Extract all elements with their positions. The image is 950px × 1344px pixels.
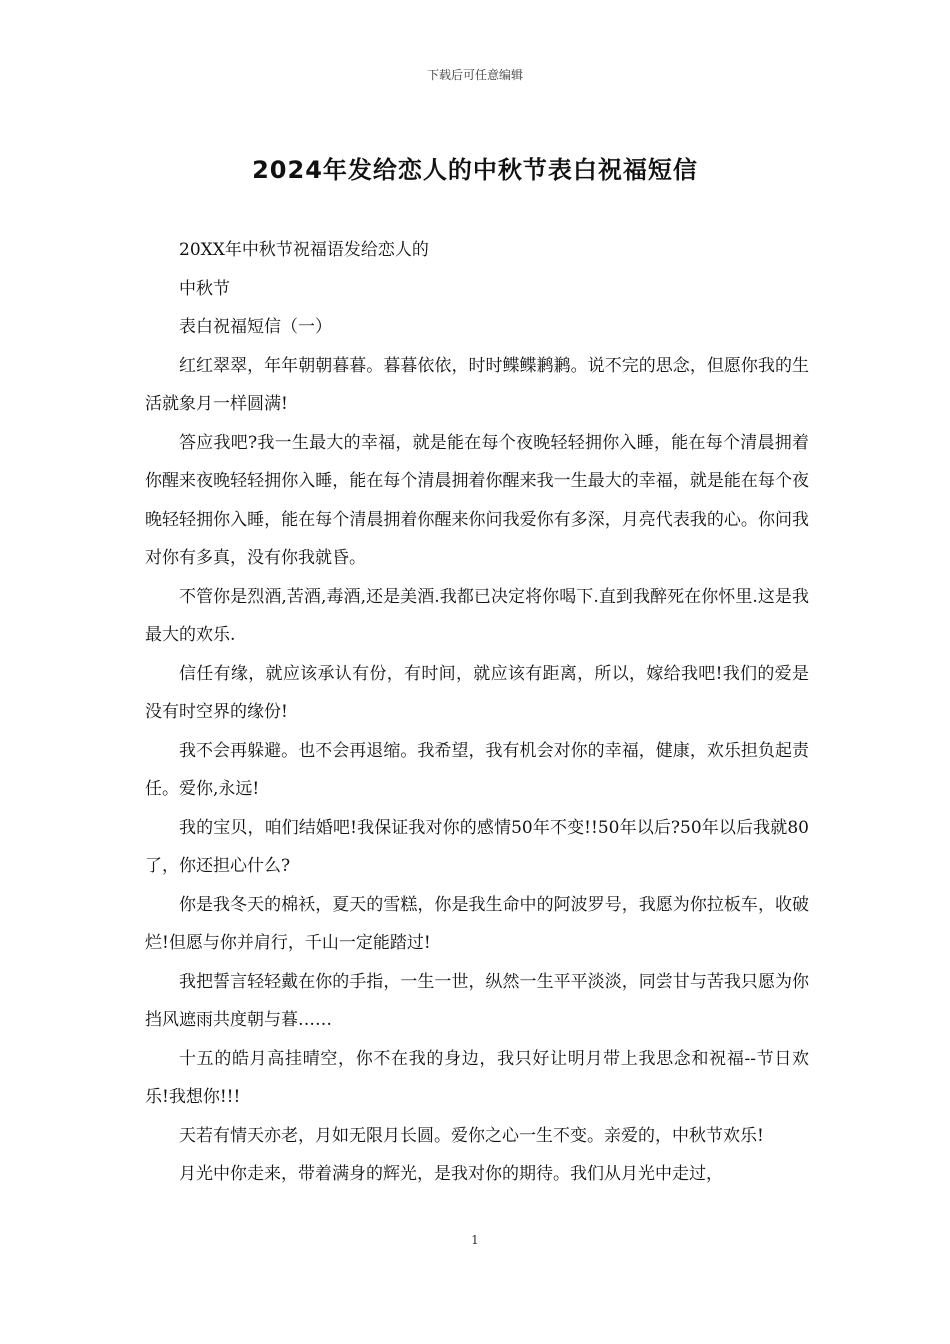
paragraph: 我不会再躲避。也不会再退缩。我希望，我有机会对你的幸福，健康，欢乐担负起责任。爱你,永远! — [145, 740, 809, 799]
paragraph: 信任有缘，就应该承认有份，有时间，就应该有距离，所以，嫁给我吧!我们的爱是没有时空界的缘份! — [145, 663, 809, 722]
paragraph: 答应我吧?我一生最大的幸福，就是能在每个夜晚轻轻拥你入睡，能在每个清晨拥着你醒来夜晚轻轻拥你入睡，能在每个清晨拥着你醒来我一生最大的幸福，就是能在每个夜晚轻轻拥你入睡，能在每个清晨拥着你醒来你问我爱你有多深，月亮代表我的心。你问我对你有多真，没有你我就昏。 — [145, 432, 809, 568]
paragraph: 你是我冬天的棉袄，夏天的雪糕，你是我生命中的阿波罗号，我愿为你拉板车，收破烂!但愿与你并肩行，千山一定能踏过! — [145, 894, 809, 953]
page-number: 1 — [471, 1233, 479, 1247]
paragraph: 不管你是烈酒,苦酒,毒酒,还是美酒.我都已决定将你喝下.直到我醉死在你怀里.这是我最大的欢乐. — [145, 586, 809, 645]
paragraph: 我把誓言轻轻戴在你的手指，一生一世，纵然一生平平淡淡，同尝甘与苦我只愿为你挡风遮雨共度朝与暮…… — [145, 971, 809, 1030]
paragraph: 天若有情天亦老，月如无限月长圆。爱你之心一生不变。亲爱的，中秋节欢乐! — [179, 1125, 764, 1146]
paragraph: 十五的皓月高挂晴空，你不在我的身边，我只好让明月带上我思念和祝福--节日欢乐!我想你!!! — [145, 1048, 809, 1107]
document-body — [145, 231, 809, 1194]
paragraph: 中秋节 — [179, 278, 230, 299]
paragraph: 我的宝贝，咱们结婚吧!我保证我对你的感情50年不变!!50年以后?50年以后我就80了，你还担心什么? — [145, 817, 809, 876]
paragraph: 表白祝福短信（一） — [179, 317, 332, 337]
document-title: 2024年发给恋人的中秋节表白祝福短信 — [252, 156, 698, 184]
header-note: 下载后可任意编辑 — [426, 68, 523, 82]
paragraph: 20XX年中秋节祝福语发给恋人的 — [179, 240, 429, 260]
paragraph: 月光中你走来，带着满身的辉光，是我对你的期待。我们从月光中走过， — [179, 1164, 723, 1184]
paragraph: 红红翠翠，年年朝朝暮暮。暮暮依依，时时鲽鲽鹣鹣。说不完的思念，但愿你我的生活就象月一样圆满! — [145, 355, 809, 414]
